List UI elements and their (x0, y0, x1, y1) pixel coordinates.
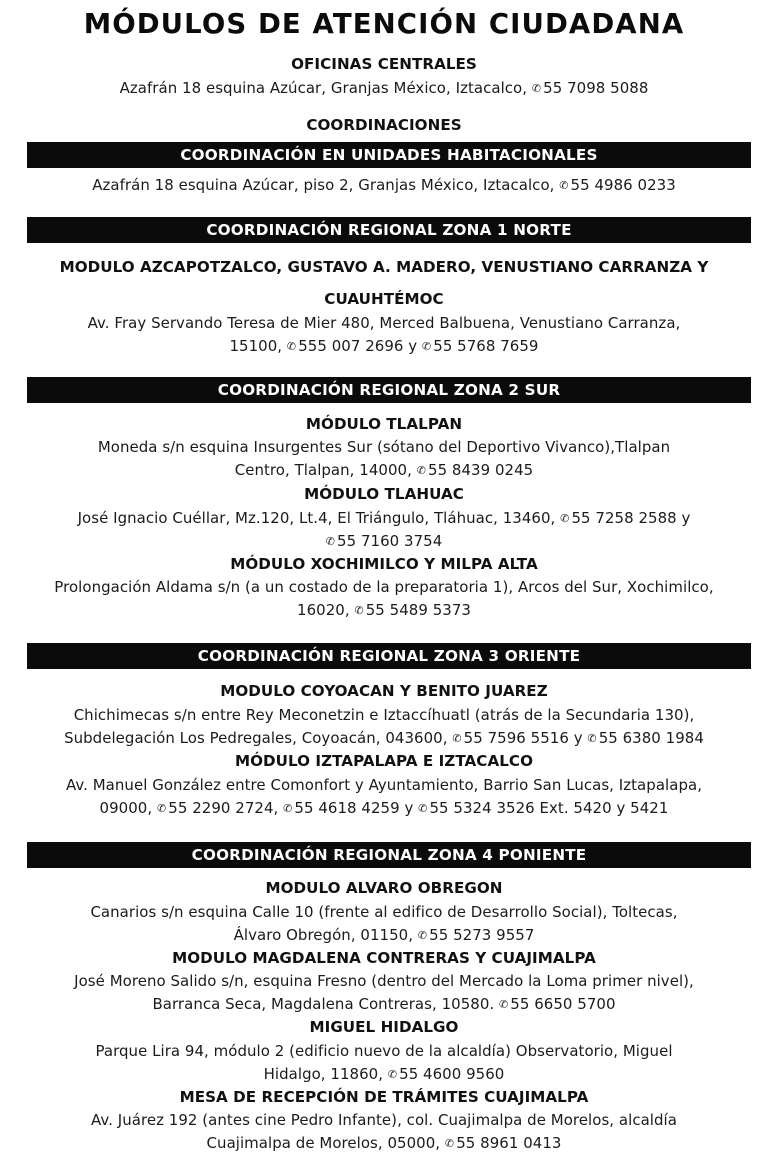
zona1-phone-b: 55 5768 7659 (433, 337, 539, 355)
phone-icon: ✆ (354, 604, 364, 617)
zona4-bar: COORDINACIÓN REGIONAL ZONA 4 PONIENTE (27, 842, 751, 868)
central-phone: 55 7098 5088 (543, 79, 649, 97)
central-address (0, 76, 768, 100)
phone-icon: ✆ (559, 179, 569, 192)
iztapalapa-phone-c: 55 5324 3526 (429, 799, 535, 817)
tlahuac-address-2 (0, 529, 768, 553)
cuajimalpa-address-1: Av. Juárez 192 (antes cine Pedro Infante), col. Cuajimalpa de Morelos, alcaldía (91, 1111, 677, 1129)
phone-icon: ✆ (531, 82, 542, 95)
magdalena-address-1: José Moreno Salido s/n, esquina Fresno (dentro del Mercado la Loma primer nivel), (74, 972, 694, 990)
magdalena-address-2-text: Barranca Seca, Magdalena Contreras, 10580. (152, 995, 500, 1013)
iztapalapa-phone-a: 55 2290 2724 (168, 799, 274, 817)
iztapalapa-address-1: Av. Manuel González entre Comonfort y Ayuntamiento, Barrio San Lucas, Iztapalapa, (65, 776, 703, 794)
zona1-address-2 (0, 334, 768, 358)
tlalpan-address-2-text: Centro, Tlalpan, 14000, (234, 461, 417, 479)
phone-icon: ✆ (325, 535, 336, 548)
tlahuac-address-1 (0, 506, 768, 530)
obregon-name: MODULO ALVARO OBREGON (265, 879, 503, 897)
xochimilco-address-2-text: 16020, (297, 601, 355, 619)
phone-icon: ✆ (560, 512, 570, 525)
coyoacan-address-2-text: Subdelegación Los Pedregales, Coyoacán, 043600, (64, 729, 453, 747)
iztapalapa-ext: Ext. 5420 y 5421 (534, 799, 669, 817)
tlalpan-address-1: Moneda s/n esquina Insurgentes Sur (sótano del Deportivo Vivanco),Tlalpan (97, 438, 671, 456)
central-address-text: Azafrán 18 esquina Azúcar, Granjas México, Iztacalco, (119, 79, 532, 97)
magdalena-address-2 (0, 992, 768, 1016)
xochimilco-address-1: Prolongación Aldama s/n (a un costado de la preparatoria 1), Arcos del Sur, Xochimilco, (54, 578, 714, 596)
tlahuac-phone-b: 55 7160 3754 (337, 532, 443, 550)
coordinaciones-heading: COORDINACIONES (306, 116, 462, 134)
tlahuac-address-1-end: y (676, 509, 691, 527)
unidades-phone: 55 4986 0233 (570, 176, 676, 194)
zona1-module-name-2: CUAUHTÉMOC (324, 290, 444, 308)
hidalgo-address-2 (0, 1062, 768, 1086)
zona1-phone-a: 555 007 2696 (298, 337, 404, 355)
zona1-address-1: Av. Fray Servando Teresa de Mier 480, Merced Balbuena, Venustiano Carranza, (87, 314, 681, 332)
zona1-address-2-text: 15100, (229, 337, 287, 355)
coyoacan-name: MODULO COYOACAN Y BENITO JUAREZ (220, 682, 548, 700)
iztapalapa-address-2 (0, 796, 768, 820)
obregon-address-2-text: Álvaro Obregón, 01150, (233, 926, 418, 944)
phone-icon: ✆ (283, 802, 293, 815)
phone-icon: ✆ (452, 732, 462, 745)
central-heading: OFICINAS CENTRALES (291, 55, 477, 73)
zona3-bar: COORDINACIÓN REGIONAL ZONA 3 ORIENTE (27, 643, 751, 669)
phone-icon: ✆ (499, 998, 509, 1011)
zona1-address-2-sep: y (403, 337, 422, 355)
cuajimalpa-address-2 (0, 1131, 768, 1155)
obregon-address-2 (0, 923, 768, 947)
tlahuac-address-1-text: José Ignacio Cuéllar, Mz.120, Lt.4, El Triángulo, Tláhuac, 13460, (77, 509, 561, 527)
coyoacan-address-2 (0, 726, 768, 750)
zona1-module-name-1: MODULO AZCAPOTZALCO, GUSTAVO A. MADERO, VENUSTIANO CARRANZA Y (59, 258, 709, 276)
phone-icon: ✆ (587, 732, 597, 745)
phone-icon: ✆ (416, 464, 426, 477)
phone-icon: ✆ (421, 340, 432, 353)
cuajimalpa-phone: 55 8961 0413 (456, 1134, 562, 1152)
phone-icon: ✆ (286, 340, 297, 353)
xochimilco-phone: 55 5489 5373 (365, 601, 471, 619)
xochimilco-address-2 (0, 598, 768, 622)
xochimilco-name: MÓDULO XOCHIMILCO Y MILPA ALTA (230, 555, 538, 573)
magdalena-phone: 55 6650 5700 (510, 995, 616, 1013)
coyoacan-phone-b: 55 6380 1984 (598, 729, 704, 747)
iztapalapa-name: MÓDULO IZTAPALAPA E IZTACALCO (234, 752, 534, 770)
phone-icon: ✆ (418, 802, 428, 815)
page-title: MÓDULOS DE ATENCIÓN CIUDADANA (83, 8, 685, 40)
iztapalapa-sep2: y (399, 799, 419, 817)
iztapalapa-sep1: , (273, 799, 284, 817)
magdalena-name: MODULO MAGDALENA CONTRERAS Y CUAJIMALPA (172, 949, 596, 967)
phone-icon: ✆ (387, 1068, 398, 1081)
tlahuac-phone-a: 55 7258 2588 (571, 509, 677, 527)
cuajimalpa-address-2-text: Cuajimalpa de Morelos, 05000, (206, 1134, 445, 1152)
tlalpan-phone: 55 8439 0245 (428, 461, 534, 479)
zona2-bar: COORDINACIÓN REGIONAL ZONA 2 SUR (27, 377, 751, 403)
hidalgo-address-2-text: Hidalgo, 11860, (263, 1065, 388, 1083)
hidalgo-phone: 55 4600 9560 (399, 1065, 505, 1083)
tlalpan-name: MÓDULO TLALPAN (305, 415, 463, 433)
unidades-address (0, 173, 768, 197)
tlalpan-address-2 (0, 458, 768, 482)
iztapalapa-phone-b: 55 4618 4259 (294, 799, 400, 817)
cuajimalpa-name: MESA DE RECEPCIÓN DE TRÁMITES CUAJIMALPA (179, 1088, 589, 1106)
iztapalapa-address-2-text: 09000, (99, 799, 157, 817)
hidalgo-address-1: Parque Lira 94, módulo 2 (edificio nuevo de la alcaldía) Observatorio, Miguel (95, 1042, 673, 1060)
phone-icon: ✆ (417, 929, 428, 942)
phone-icon: ✆ (156, 802, 167, 815)
coyoacan-sep: y (568, 729, 588, 747)
phone-icon: ✆ (444, 1137, 455, 1150)
zona1-bar: COORDINACIÓN REGIONAL ZONA 1 NORTE (27, 217, 751, 243)
unidades-address-text: Azafrán 18 esquina Azúcar, piso 2, Granjas México, Iztacalco, (92, 176, 560, 194)
obregon-phone: 55 5273 9557 (429, 926, 535, 944)
obregon-address-1: Canarios s/n esquina Calle 10 (frente al edifico de Desarrollo Social), Toltecas, (90, 903, 678, 921)
tlahuac-name: MÓDULO TLAHUAC (304, 485, 464, 503)
coyoacan-phone-a: 55 7596 5516 (463, 729, 569, 747)
hidalgo-name: MIGUEL HIDALGO (309, 1018, 459, 1036)
unidades-bar: COORDINACIÓN EN UNIDADES HABITACIONALES (27, 142, 751, 168)
coyoacan-address-1: Chichimecas s/n entre Rey Meconetzin e Iztaccíhuatl (atrás de la Secundaria 130), (73, 706, 695, 724)
